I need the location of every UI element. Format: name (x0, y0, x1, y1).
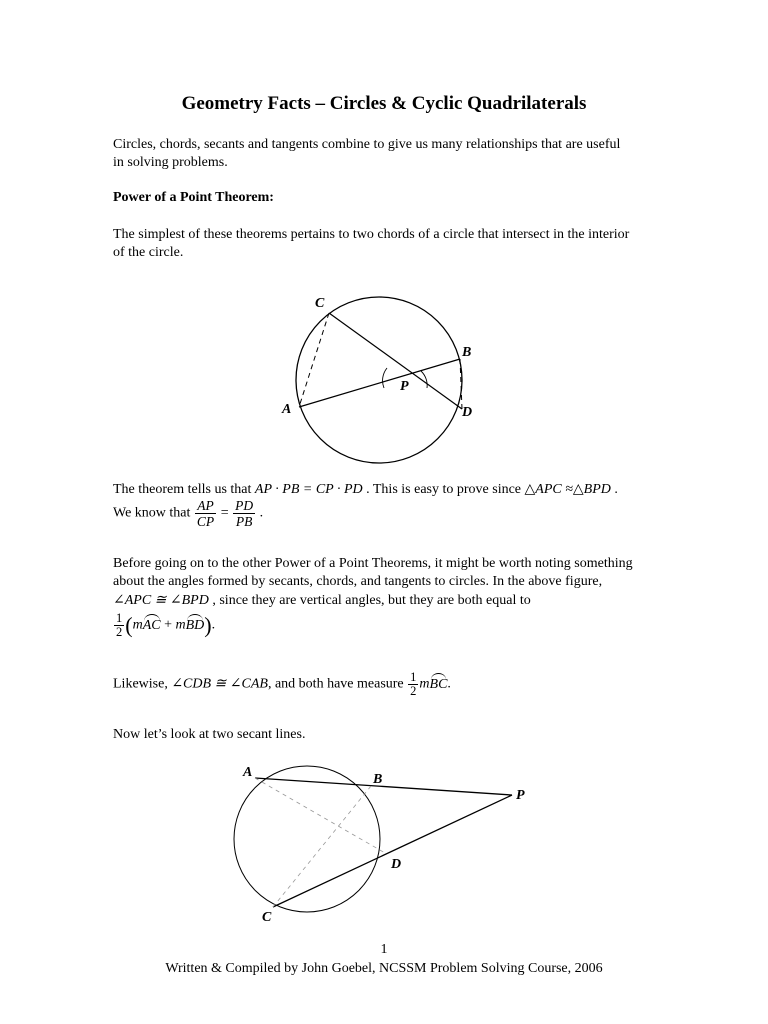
label-b: B (462, 345, 472, 360)
measure-symbol: m (419, 676, 430, 692)
label-a: A (282, 402, 292, 417)
one-half-fraction (408, 671, 418, 698)
two-secants-figure (225, 752, 545, 930)
ratio-period: . (259, 505, 264, 521)
label-c: C (262, 910, 272, 925)
fraction-denominator: CP (196, 514, 215, 529)
intro-paragraph: Circles, chords, secants and tangents combine to give us many relationships that are useful in solving problems. (113, 137, 621, 171)
footer-credit: Written & Compiled by John Goebel, NCSSM Problem Solving Course, 2006 (165, 961, 603, 976)
measure-symbol: m (132, 617, 143, 633)
chord-cd (329, 313, 462, 409)
theorem-mid: . This is easy to prove since (366, 482, 525, 497)
fraction-pd-pb (233, 498, 255, 529)
arc-bd: BD (186, 617, 205, 635)
ratio-line (113, 498, 633, 529)
section-heading: Power of a Point Theorem: (113, 190, 274, 205)
theorem-lead: The theorem tells us that (113, 482, 255, 497)
label-p: P (400, 379, 409, 394)
likewise-period: . (447, 676, 451, 692)
inscribed-angles-congruence: ∠CDB ≅ ∠CAB (171, 676, 268, 692)
fraction-numerator: 1 (116, 611, 123, 625)
fraction-numerator: PD (235, 498, 254, 513)
fraction-numerator: AP (195, 498, 216, 514)
fraction-numerator: 1 (410, 670, 417, 684)
angle-arc-apc (383, 368, 387, 388)
fraction-denominator: PB (235, 514, 253, 529)
arc-bc: BC (430, 676, 448, 694)
circle-outline (296, 297, 462, 463)
likewise-mid: , and both have measure (267, 676, 408, 692)
arc-ac: AC (143, 617, 161, 635)
we-know-text: We know that (113, 505, 194, 521)
fraction-denominator: 2 (410, 684, 417, 698)
angles-text-1: Before going on to the other Power of a Point Theorems, it might be worth noting something about the angles formed by secants, chords, and tangents to circles. In the above figure, (113, 556, 633, 590)
angles-paragraph (113, 555, 633, 610)
chords-intro-paragraph: The simplest of these theorems pertains to two chords of a circle that intersect in the interior of the circle. (113, 227, 630, 261)
chord-ab (299, 359, 460, 407)
angles-text-2: , since they are vertical angles, but they are both equal to (212, 592, 531, 608)
label-a: A (243, 765, 253, 780)
fraction-ap-cp (195, 498, 216, 529)
secant-cdp (273, 795, 512, 907)
theorem-line (113, 481, 673, 499)
label-c: C (315, 296, 325, 311)
vertical-angles-congruence: ∠APC ≅ ∠BPD (113, 592, 209, 608)
label-b: B (373, 772, 383, 787)
equals-sign: = (220, 505, 229, 521)
page-number: 1 (380, 942, 388, 957)
label-p: P (516, 788, 525, 803)
intersecting-chords-figure (270, 285, 500, 475)
plus-sign: + (160, 617, 176, 633)
dashed-segment-bc (273, 786, 371, 907)
secant-intro: Now let’s look at two secant lines. (113, 727, 306, 742)
page-title: Geometry Facts – Circles & Cyclic Quadrilaterals (181, 93, 587, 114)
label-d: D (462, 405, 473, 420)
likewise-line (113, 671, 633, 698)
label-d: D (391, 857, 402, 872)
similar-triangles: △APC ≈△BPD (524, 482, 611, 497)
fraction-denominator: 2 (116, 625, 123, 639)
theorem-end: . (614, 482, 618, 497)
dashed-segment-ad (255, 778, 385, 853)
one-half-fraction (114, 612, 124, 639)
power-of-point-equation: AP · PB = CP · PD (254, 482, 363, 497)
circle-outline (234, 766, 383, 912)
half-arc-sum-expression: $\frac{1}{2}$ (mAC + mBD). (116, 611, 216, 639)
expression-period: . (211, 617, 216, 633)
secant-apb (255, 778, 512, 795)
likewise-lead: Likewise, (113, 676, 172, 692)
measure-symbol: m (175, 617, 186, 633)
dashed-segment-ca (299, 313, 329, 407)
